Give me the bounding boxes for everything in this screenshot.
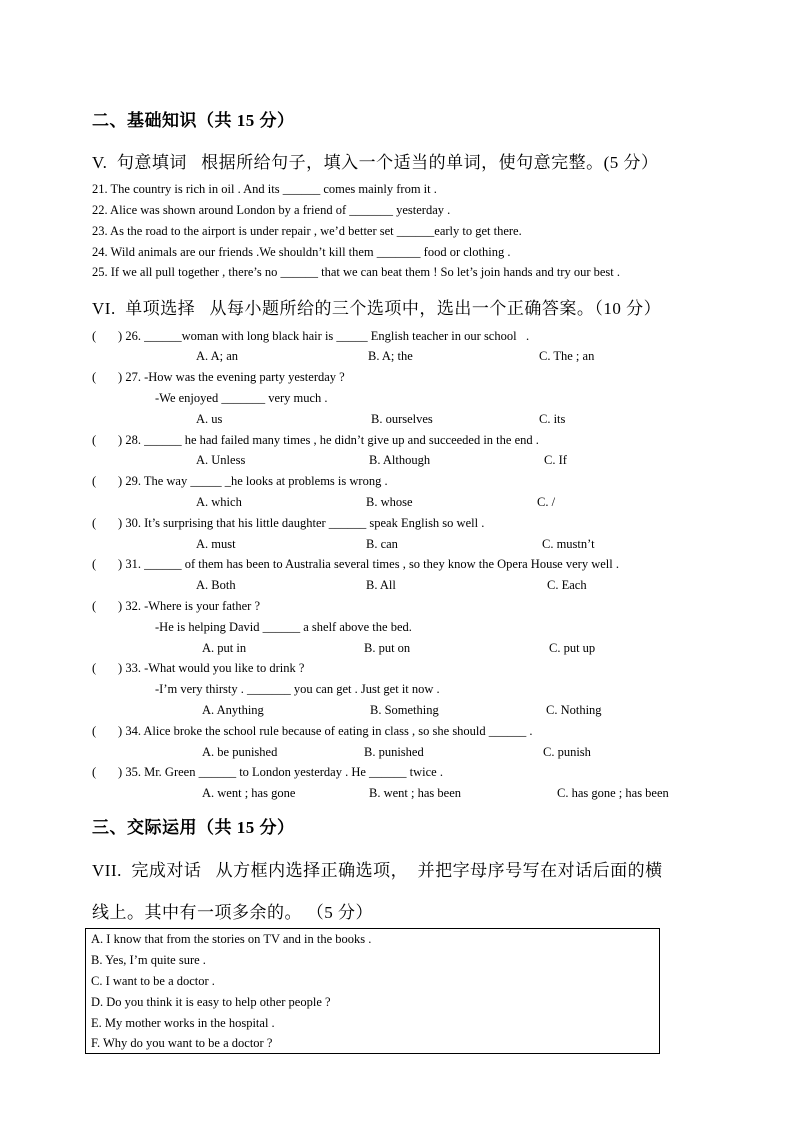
q29-option-a: A. which: [196, 495, 242, 509]
part-7-title-line2: 线上。其中有一项多余的。 （5 分）: [92, 903, 373, 922]
q32-option-b: B. put on: [364, 641, 411, 655]
q34-option-b: B. punished: [364, 745, 424, 759]
q34-option-c: C. punish: [543, 745, 591, 759]
q27-option-b: B. ourselves: [371, 412, 433, 426]
option-b: B. Yes, I’m quite sure .: [91, 953, 206, 967]
q33-option-c: C. Nothing: [546, 703, 602, 717]
question-32: ( ) 32. -Where is your father ?: [92, 599, 260, 613]
question-26: ( ) 26. ______woman with long black hair is _____ English teacher in our school .: [92, 329, 530, 343]
q35-option-c: C. has gone ; has been: [557, 786, 669, 800]
question-22: 22. Alice was shown around London by a friend of _______ yesterday .: [92, 203, 451, 217]
question-29: ( ) 29. The way _____ _he looks at problems is wrong .: [92, 474, 388, 488]
option-d: D. Do you think it is easy to help other people ?: [91, 995, 331, 1009]
q31-option-b: B. All: [366, 578, 396, 592]
q33-option-b: B. Something: [370, 703, 439, 717]
question-27-line2: -We enjoyed _______ very much .: [155, 391, 328, 405]
q28-option-a: A. Unless: [196, 453, 246, 467]
q33-option-a: A. Anything: [202, 703, 264, 717]
q32-option-a: A. put in: [202, 641, 247, 655]
question-27: ( ) 27. -How was the evening party yesterday ?: [92, 370, 345, 384]
q35-option-a: A. went ; has gone: [202, 786, 296, 800]
question-23: 23. As the road to the airport is under repair , we’d better set ______early to get there.: [92, 224, 522, 238]
q29-option-b: B. whose: [366, 495, 413, 509]
question-34: ( ) 34. Alice broke the school rule because of eating in class , so she should ______ .: [92, 724, 533, 738]
q28-option-b: B. Although: [369, 453, 431, 467]
q31-option-c: C. Each: [547, 578, 587, 592]
section-title-basic-knowledge: 二、基础知识（共 15 分）: [92, 111, 295, 130]
part-7-title-line1: VII. 完成对话 从方框内选择正确选项， 并把字母序号写在对话后面的横: [92, 861, 663, 880]
q30-option-c: C. mustn’t: [542, 537, 595, 551]
question-25: 25. If we all pull together , there’s no ______ that we can beat them ! So let’s join hands and try our best .: [92, 265, 621, 279]
q26-option-a: A. A; an: [196, 349, 239, 363]
q31-option-a: A. Both: [196, 578, 236, 592]
q32-option-c: C. put up: [549, 641, 596, 655]
q35-option-b: B. went ; has been: [369, 786, 461, 800]
q27-option-c: C. its: [539, 412, 566, 426]
question-33: ( ) 33. -What would you like to drink ?: [92, 661, 305, 675]
q34-option-a: A. be punished: [202, 745, 278, 759]
q26-option-c: C. The ; an: [539, 349, 595, 363]
question-32-line2: -He is helping David ______ a shelf above the bed.: [155, 620, 412, 634]
q30-option-b: B. can: [366, 537, 398, 551]
option-c: C. I want to be a doctor .: [91, 974, 215, 988]
option-a: A. I know that from the stories on TV and in the books .: [91, 932, 372, 946]
question-21: 21. The country is rich in oil . And its ______ comes mainly from it .: [92, 182, 437, 196]
question-31: ( ) 31. ______ of them has been to Australia several times , so they know the Opera House very well .: [92, 557, 619, 571]
q26-option-b: B. A; the: [368, 349, 413, 363]
part-5-title: V. 句意填词 根据所给句子，填入一个适当的单词，使句意完整。(5 分）: [92, 153, 659, 172]
option-f: F. Why do you want to be a doctor ?: [91, 1036, 273, 1050]
question-30: ( ) 30. It’s surprising that his little daughter ______ speak English so well .: [92, 516, 485, 530]
question-24: 24. Wild animals are our friends .We shouldn’t kill them _______ food or clothing .: [92, 245, 511, 259]
q29-option-c: C. /: [537, 495, 556, 509]
section-title-communication: 三、交际运用（共 15 分）: [92, 818, 295, 837]
option-e: E. My mother works in the hospital .: [91, 1016, 275, 1030]
q27-option-a: A. us: [196, 412, 223, 426]
q28-option-c: C. If: [544, 453, 567, 467]
q30-option-a: A. must: [196, 537, 236, 551]
part-6-title: VI. 单项选择 从每小题所给的三个选项中，选出一个正确答案。（10 分）: [92, 299, 662, 318]
question-35: ( ) 35. Mr. Green ______ to London yesterday . He ______ twice .: [92, 765, 443, 779]
question-33-line2: -I’m very thirsty . _______ you can get . Just get it now .: [155, 682, 440, 696]
question-28: ( ) 28. ______ he had failed many times , he didn’t give up and succeeded in the end .: [92, 433, 539, 447]
